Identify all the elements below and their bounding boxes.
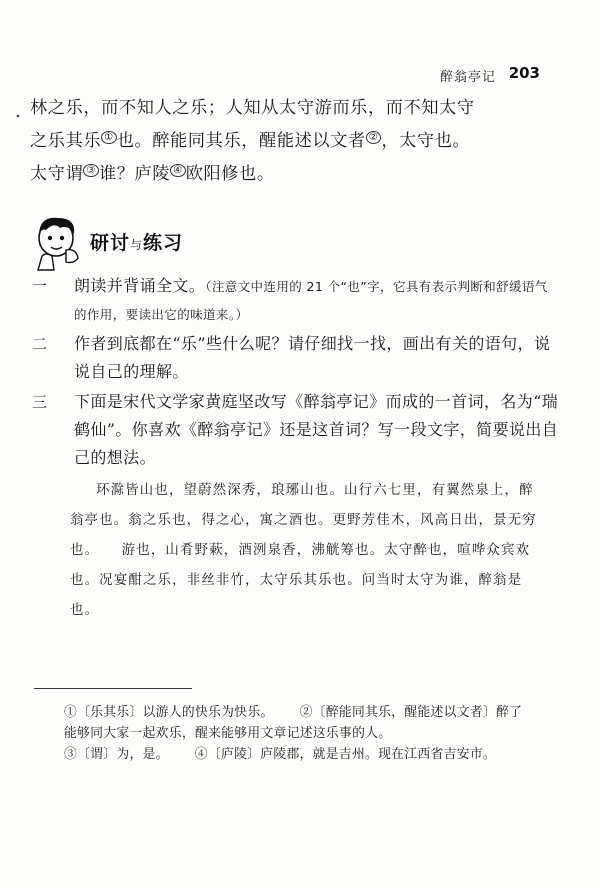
exercise-text: 朗读并背诵全文。 [74, 276, 206, 295]
exercise-number: 二 [32, 335, 48, 353]
main-text-line: 太守谓 ③ 谁？庐陵 ④ 欧阳修也。 [30, 164, 275, 184]
footnote-divider [34, 688, 192, 689]
section-title: 研讨与练习 [90, 232, 184, 254]
footnote-ref-1[interactable]: ① [101, 131, 117, 144]
footnote-row [64, 702, 524, 744]
pencil-dot-mark [15, 113, 21, 119]
main-text-line: 林之乐，而不知人之乐；人知从太守游而乐，而不知太守 [30, 98, 475, 118]
exercise-number: 一 [32, 277, 48, 295]
exercise-note: （注意文中连用的 21 个“也”字，它具有表示判断和舒缓语气的作用，要读出它的味道来。） [74, 279, 548, 322]
poem-excerpt: 环滁皆山也，望蔚然深秀，琅琊山也。山行六七里，有翼然泉上，醉翁亭也。翁之乐也，得之心，寓之酒也。更野芳佳木，风高日出，景无穷也。 游也，山肴野蔌，酒洌泉香，沸觥筹也。太守醉也，喧哗众宾欢也。况宴酣之乐，非丝非竹，太守乐其乐也。问当时太守为谁，醉翁是也。 [70, 483, 537, 618]
exercise-item [30, 272, 560, 328]
exercise-list [30, 272, 560, 626]
footnote-1: ①〔乐其乐〕以游人的快乐为快乐。 [64, 705, 274, 720]
footnote-2: ②〔醉能同其乐，醒能述以文者〕醉了能够同大家一起欢乐，醒来能够用文章记述这乐事的人。 [64, 705, 523, 741]
main-text-line: 之乐其乐 ① 也。醉能同其乐，醒能述以文者 ② ，太守也。 [30, 131, 471, 151]
main-text [30, 92, 550, 191]
exercise-item [30, 330, 560, 386]
footnote-row [64, 744, 524, 765]
exercise-text: 作者到底都在“乐”些什么呢？请仔细找一找，画出有关的语句，说说自己的理解。 [74, 334, 551, 381]
exercise-text: 下面是宋代文学家黄庭坚改写《醉翁亭记》而成的一首词，名为“瑞鹤仙”。你喜欢《醉翁亭记》还是这首词？写一段文字，简要说出自己的想法。 [74, 392, 559, 467]
footnote-4: ④〔庐陵〕庐陵郡，就是吉州。现在江西省吉安市。 [194, 747, 497, 762]
reading-child-icon [32, 212, 84, 272]
footnote-ref-3[interactable]: ③ [83, 164, 99, 177]
footnotes [64, 702, 524, 765]
exercise-number: 三 [32, 393, 48, 411]
running-title: 醉翁亭记 [439, 70, 496, 85]
footnote-ref-4[interactable]: ④ [170, 164, 186, 177]
footnote-3: ③〔谓〕为，是。 [64, 747, 169, 762]
page-number: 203 [508, 64, 540, 82]
exercise-item [30, 388, 560, 472]
footnote-ref-2[interactable]: ② [366, 131, 382, 144]
